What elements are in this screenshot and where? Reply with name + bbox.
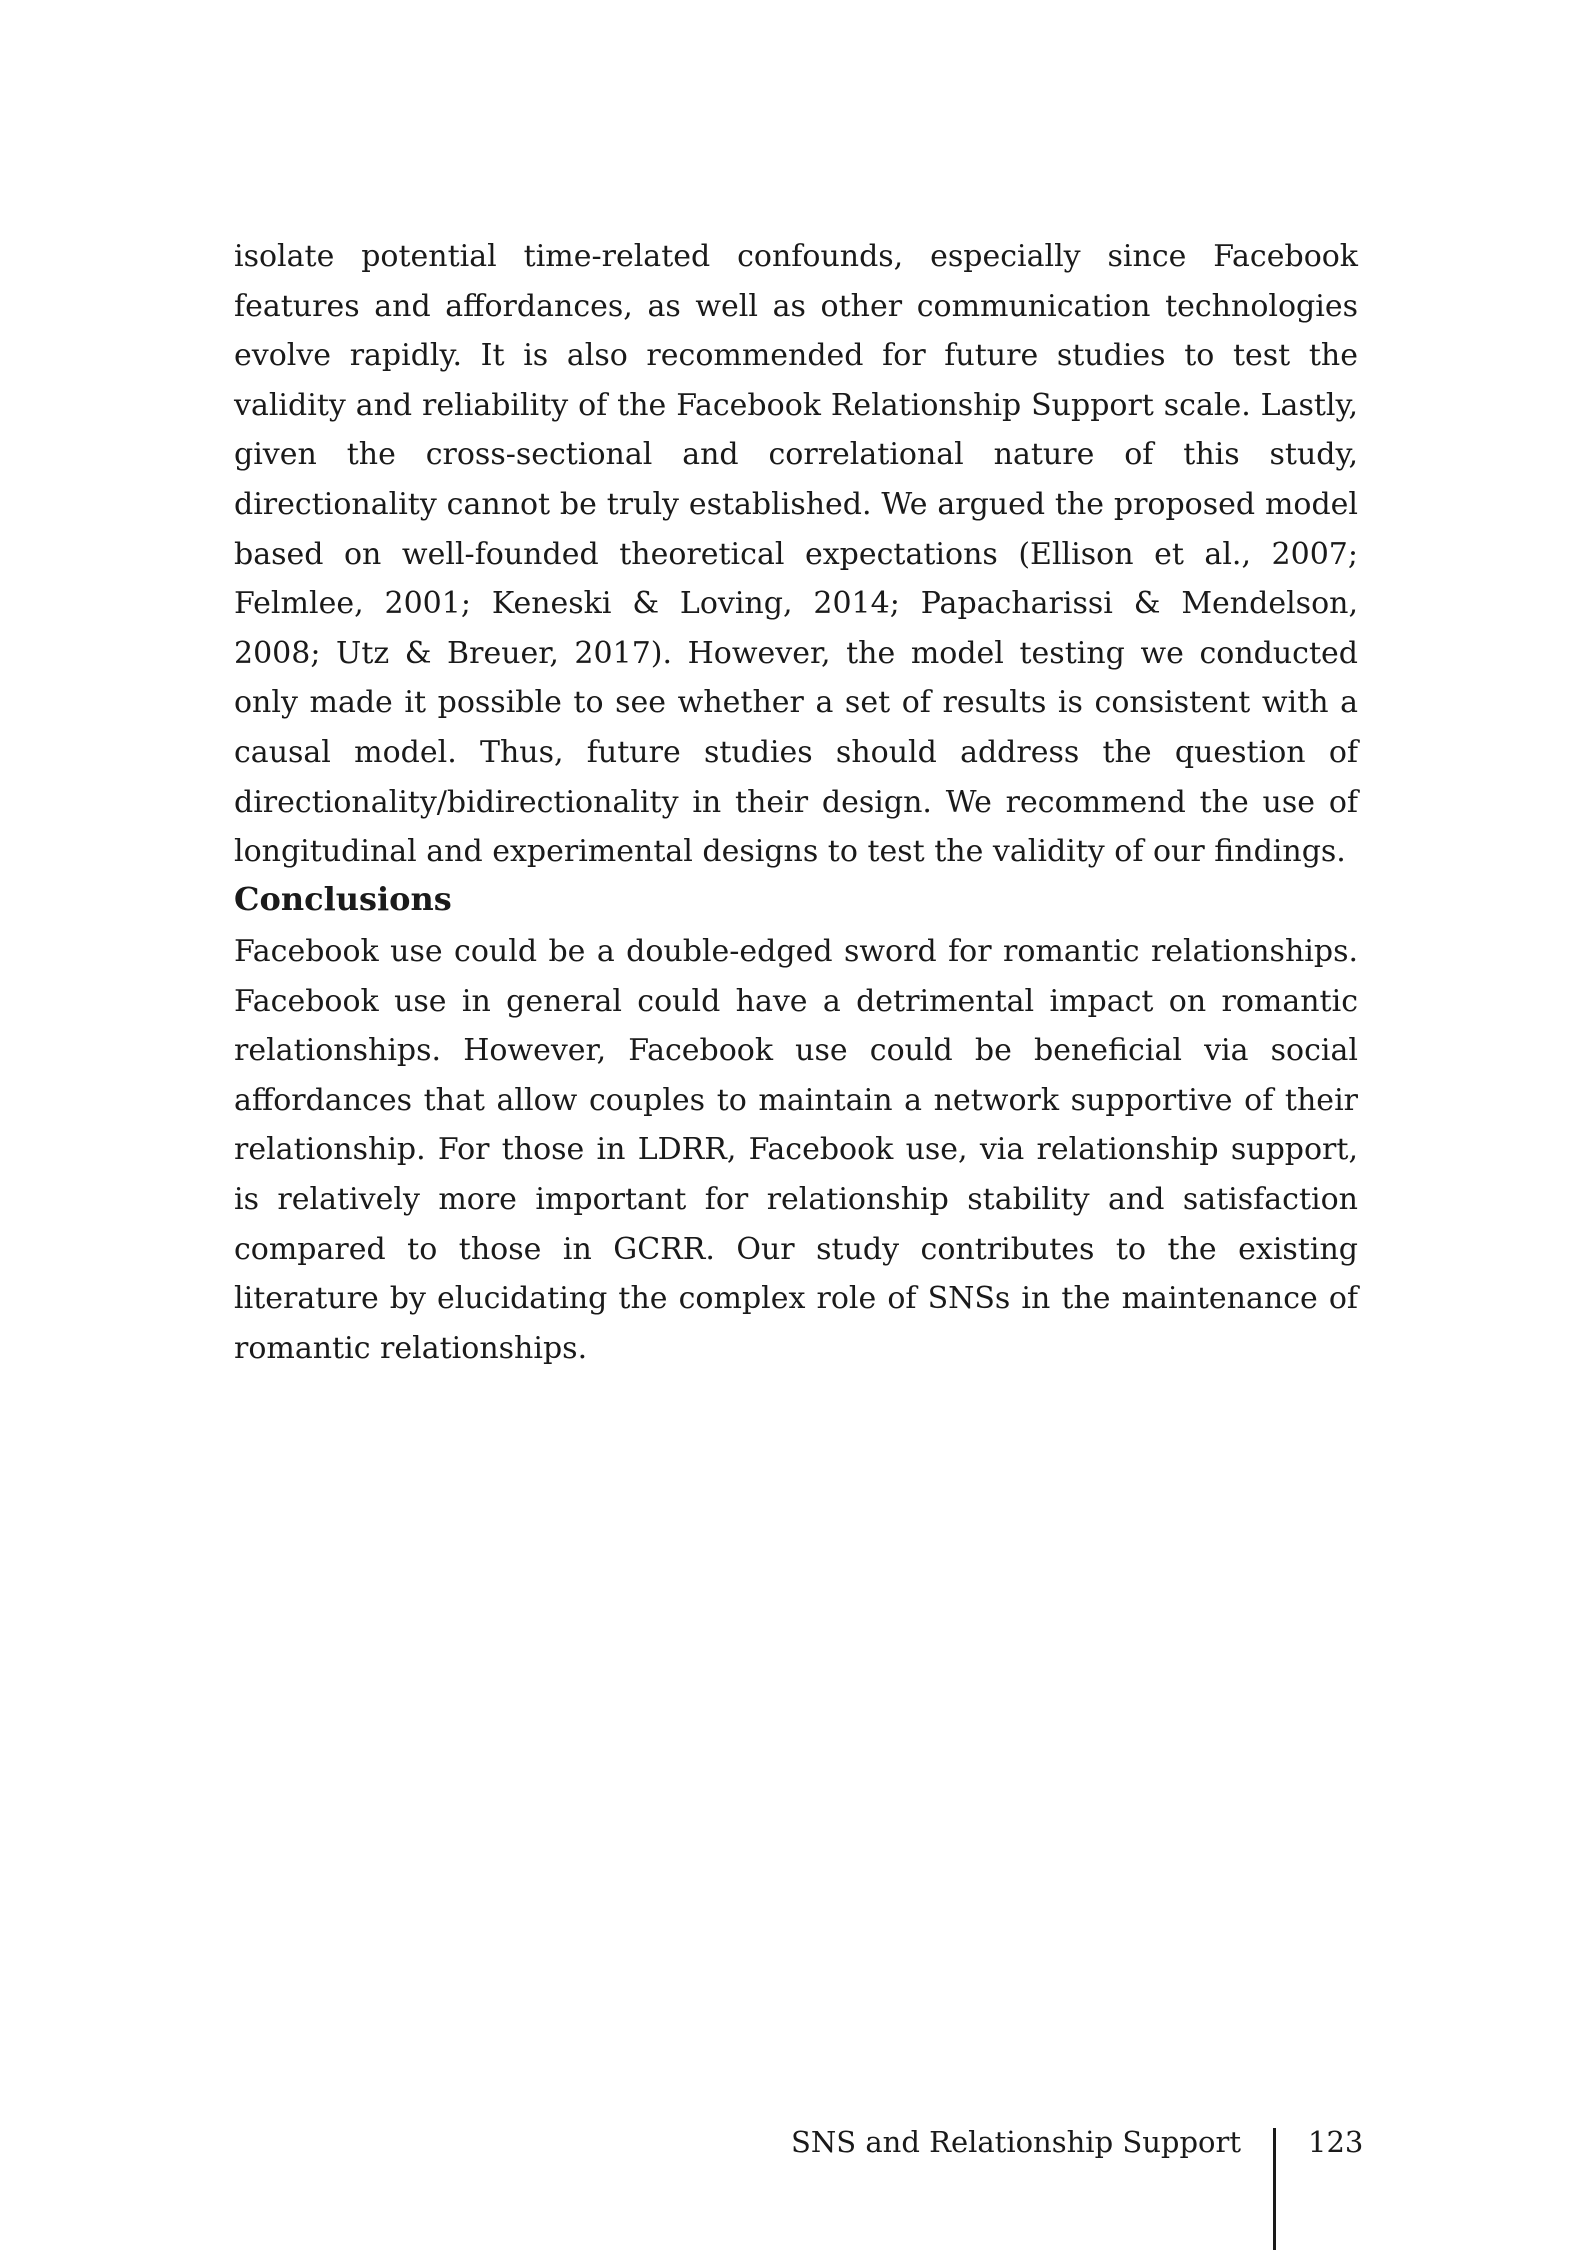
footer-divider: [1273, 2128, 1276, 2250]
conclusions-heading: Conclusions: [234, 880, 452, 918]
running-title: SNS and Relationship Support: [791, 2125, 1241, 2159]
page-number: 123: [1308, 2125, 1364, 2159]
limitations-paragraph: isolate potential time-related confounds, especially since Facebook features and affordances, as well as other communication technologies evolve rapidly. It is also recommended for future studies to test the validity and reliability of the Facebook Relationship Support scale. Lastly, given the cross-sectional and correlational nature of this study, directionality cannot be truly established. We argued the proposed model based on well-founded theoretical expectations (Ellison et al., 2007; Felmlee, 2001; Keneski & Loving, 2014; Papacharissi & Mendelson, 2008; Utz & Breuer, 2017). However, the model testing we conducted only made it possible to see whether a set of results is consistent with a causal model. Thus, future studies should address the question of directionality/bidirectionality in their design. We recommend the use of longitudinal and experimental designs to test the validity of our findings.: [234, 239, 1358, 870]
conclusions-paragraph: Facebook use could be a double-edged sword for romantic relationships. Facebook use in general could have a detrimental impact on romantic relationships. However, Facebook use could be beneficial via social affordances that allow couples to maintain a network supportive of their relationship. For those in LDRR, Facebook use, via relationship support, is relatively more important for relationship stability and satisfaction compared to those in GCRR. Our study contributes to the existing literature by elucidating the complex role of SNSs in the maintenance of romantic relationships.: [234, 934, 1358, 1366]
